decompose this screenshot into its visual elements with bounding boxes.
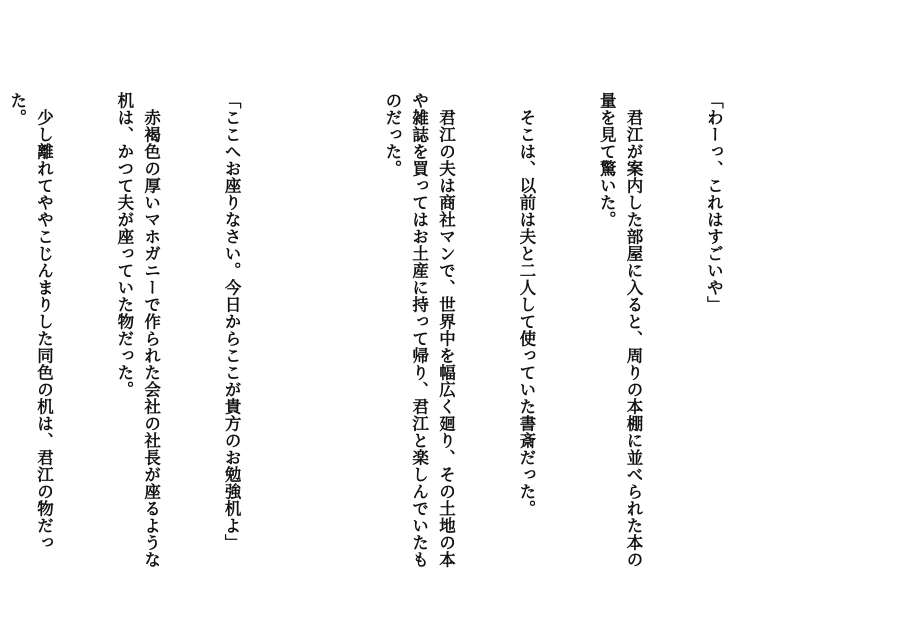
paragraph: 「ここへお座りなさい。今日からここが貴方のお勉強机よ」 [222,92,242,551]
paragraph: 赤褐色の厚いマホガニーで作られた会社の社長が座るような机は、かつて夫が座っていた物だった。 [114,92,161,568]
paragraph: 少し離れてややこじんまりした同色の机は、君江の物だった。 [7,92,54,551]
paragraph: 君江が案内した部屋に入ると、周りの本棚に並べられた本の量を見て驚いた。 [597,92,644,568]
blank-line [298,92,325,572]
paragraph: 君江の夫は商社マンで、世界中を幅広く廻り、その土地の本や雑誌を買ってはお土産に持って帰り、君江と楽しんでいたものだった。 [382,92,456,568]
vertical-text-block [0,92,780,572]
paragraph: 「わーっ、これはすごいや」 [704,92,724,313]
paragraph: そこは、以前は夫と二人して使っていた書斎だった。 [516,92,536,517]
